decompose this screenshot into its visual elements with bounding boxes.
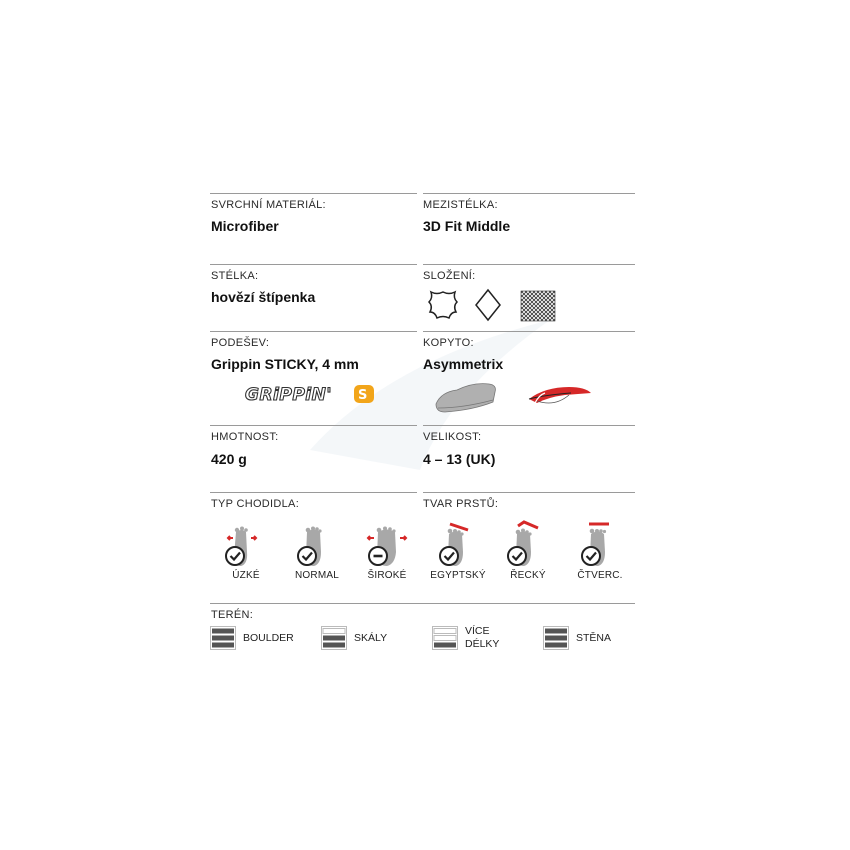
- divider: [210, 331, 417, 332]
- size-value: 4 – 13 (UK): [423, 451, 496, 467]
- toe-greek-icon: [504, 518, 544, 570]
- terrain-rocks-icon: [321, 626, 347, 650]
- foot-normal-icon: [294, 524, 334, 570]
- toe-square-icon: [578, 518, 618, 570]
- terrain-rocks-caption: SKÁLY: [354, 632, 388, 644]
- foot-wide-caption: ŠIROKÉ: [367, 570, 407, 581]
- divider: [210, 425, 417, 426]
- toe-shape-label: TVAR PRSTŮ:: [423, 498, 499, 510]
- weight-value: 420 g: [211, 451, 247, 467]
- terrain-label: TERÉN:: [211, 609, 254, 621]
- divider: [423, 492, 635, 493]
- last-label: KOPYTO:: [423, 337, 474, 349]
- sole-value: Grippin STICKY, 4 mm: [211, 356, 359, 372]
- sole-label: PODEŠEV:: [211, 337, 270, 349]
- foot-wide-icon: [364, 524, 410, 570]
- foot-normal-caption: NORMAL: [295, 570, 339, 581]
- svg-text:GRiPPiN': GRiPPiN': [245, 385, 333, 405]
- terrain-multipitch-icon: [432, 626, 458, 650]
- terrain-boulder-caption: BOULDER: [243, 632, 294, 644]
- foot-narrow-caption: ÚZKÉ: [232, 570, 260, 581]
- divider: [423, 331, 635, 332]
- shoe-side-icon: [433, 378, 501, 418]
- terrain-multipitch-line2: DÉLKY: [465, 638, 500, 650]
- terrain-multipitch-caption: [465, 625, 499, 651]
- divider: [210, 492, 417, 493]
- shoe-profile-icon: [525, 381, 595, 411]
- foot-narrow-icon: [222, 524, 262, 570]
- upper-material-label: SVRCHNÍ MATERIÁL:: [211, 199, 326, 211]
- foot-type-label: TYP CHODIDLA:: [211, 498, 300, 510]
- divider: [423, 264, 635, 265]
- divider: [210, 264, 417, 265]
- insole-value: hovězí štípenka: [211, 289, 316, 305]
- diamond-icon: [474, 288, 502, 322]
- upper-material-value: Microfiber: [211, 218, 279, 234]
- svg-text:S: S: [358, 388, 368, 403]
- divider: [210, 603, 635, 604]
- leather-icon: [425, 288, 461, 322]
- weight-label: HMOTNOST:: [211, 431, 279, 443]
- terrain-wall-caption: STĚNA: [576, 632, 612, 644]
- last-value: Asymmetrix: [423, 356, 504, 372]
- composition-label: SLOŽENÍ:: [423, 270, 476, 282]
- toe-square-caption: ČTVERC.: [577, 570, 623, 581]
- grippin-logo: [244, 381, 380, 407]
- midsole-value: 3D Fit Middle: [423, 218, 511, 234]
- toe-egyptian-icon: [436, 518, 476, 570]
- midsole-label: MEZISTÉLKA:: [423, 199, 498, 211]
- terrain-multipitch-line1: VÍCE: [465, 625, 490, 637]
- divider: [210, 193, 417, 194]
- divider: [423, 193, 635, 194]
- divider: [423, 425, 635, 426]
- toe-egyptian-caption: EGYPTSKÝ: [430, 570, 486, 581]
- terrain-wall-icon: [543, 626, 569, 650]
- toe-greek-caption: ŘECKÝ: [510, 570, 546, 581]
- terrain-boulder-icon: [210, 626, 236, 650]
- mesh-icon: [520, 290, 556, 322]
- insole-label: STÉLKA:: [211, 270, 259, 282]
- size-label: VELIKOST:: [423, 431, 482, 443]
